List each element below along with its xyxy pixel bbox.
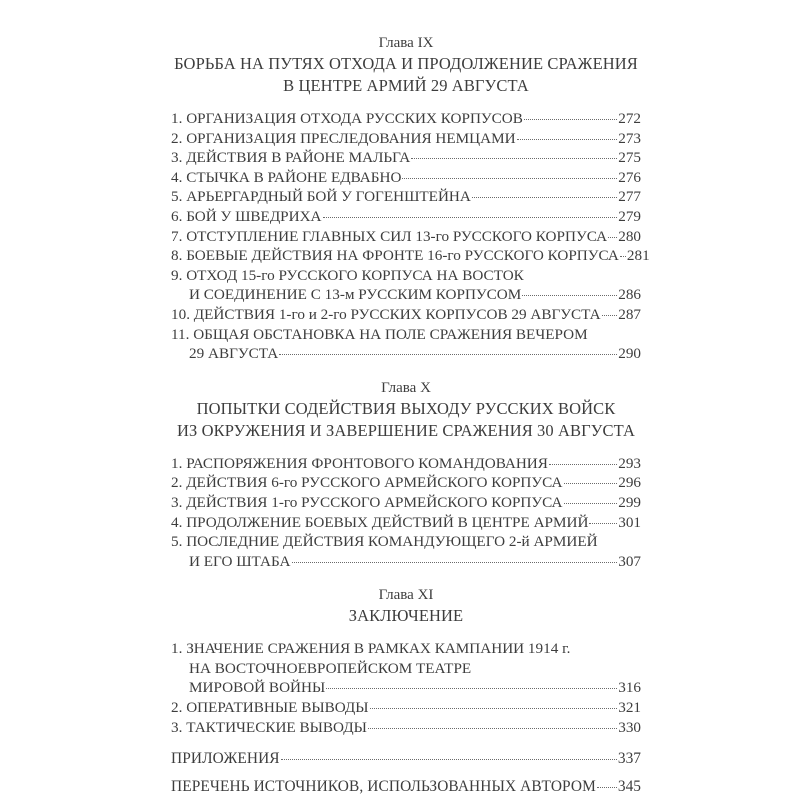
toc-entry-line-final [171, 168, 641, 188]
toc-entry-line-final [171, 698, 641, 718]
toc-entry-line-final [171, 552, 641, 572]
toc-entry[interactable] [171, 207, 641, 227]
entry-page-number: 316 [618, 679, 641, 697]
toc-entry-line-final [171, 305, 641, 325]
dot-leader [411, 158, 617, 159]
toc-entry-line [171, 639, 641, 659]
dot-leader [472, 197, 617, 198]
toc-entry-line [171, 266, 641, 286]
toc-entry-line-final [171, 454, 641, 474]
entry-page-number: 280 [618, 227, 641, 245]
chapter-title-line: БОРЬБА НА ПУТЯХ ОТХОДА И ПРОДОЛЖЕНИЕ СРАЖЕНИЯ [174, 54, 638, 73]
dot-leader [608, 237, 617, 238]
dot-leader [279, 354, 617, 355]
toc-entry[interactable] [171, 513, 641, 533]
chapter-entries [171, 109, 650, 364]
toc-entry-line-final [171, 473, 641, 493]
back-matter [171, 745, 641, 801]
entry-title: 7. ОТСТУПЛЕНИЕ ГЛАВНЫХ СИЛ 13-го РУССКОГО КОРПУСА [171, 227, 608, 245]
dot-leader [524, 119, 617, 120]
dot-leader [620, 256, 626, 257]
toc-entry-line-final [171, 207, 641, 227]
toc-entry[interactable] [171, 246, 650, 266]
entry-title: ПЕРЕЧЕНЬ ИСТОЧНИКОВ, ИСПОЛЬЗОВАННЫХ АВТОРОМ [171, 778, 596, 796]
dot-leader [602, 315, 618, 316]
entry-page-number: 286 [618, 286, 641, 304]
toc-entry[interactable] [171, 473, 641, 493]
entry-page-number: 301 [618, 513, 641, 531]
toc-entry[interactable] [171, 718, 641, 738]
chapter-title-line: В ЦЕНТРЕ АРМИЙ 29 АВГУСТА [283, 76, 529, 95]
entry-title: 8. БОЕВЫЕ ДЕЙСТВИЯ НА ФРОНТЕ 16-го РУССКОГО КОРПУСА [171, 247, 619, 265]
entry-title: 4. ПРОДОЛЖЕНИЕ БОЕВЫХ ДЕЙСТВИЙ В ЦЕНТРЕ АРМИЙ [171, 513, 589, 531]
entry-page-number: 299 [618, 493, 641, 511]
chapter-number: Глава X [381, 379, 431, 396]
dot-leader [589, 523, 617, 524]
dot-leader [564, 503, 618, 504]
entry-title: 29 АВГУСТА [189, 345, 279, 363]
toc-entry-line-final [171, 129, 641, 149]
toc-entry[interactable] [171, 305, 641, 325]
toc-entry[interactable] [171, 454, 641, 474]
entry-page-number: 293 [618, 454, 641, 472]
toc-entry-line [171, 659, 641, 679]
toc-entry[interactable] [171, 493, 641, 513]
dot-leader [326, 688, 617, 689]
entry-page-number: 277 [618, 188, 641, 206]
dot-leader [323, 217, 618, 218]
toc-entry[interactable] [171, 168, 641, 188]
dot-leader [402, 178, 617, 179]
entry-page-number: 345 [617, 778, 641, 796]
toc-entry[interactable] [171, 227, 641, 247]
chapter-9 [171, 33, 650, 364]
entry-title: НА ВОСТОЧНОЕВРОПЕЙСКОМ ТЕАТРЕ [189, 659, 472, 677]
entry-title: 1. ОРГАНИЗАЦИЯ ОТХОДА РУССКИХ КОРПУСОВ [171, 110, 523, 127]
entry-page-number: 275 [618, 149, 641, 167]
entry-title: 2. ОПЕРАТИВНЫЕ ВЫВОДЫ [171, 699, 369, 717]
entry-title: 1. РАСПОРЯЖЕНИЯ ФРОНТОВОГО КОМАНДОВАНИЯ [171, 454, 548, 472]
entry-title: 2. ОРГАНИЗАЦИЯ ПРЕСЛЕДОВАНИЯ НЕМЦАМИ [171, 129, 516, 147]
dot-leader [517, 139, 618, 140]
chapter-title-line: ЗАКЛЮЧЕНИЕ [348, 606, 464, 626]
toc-entry-line-final [171, 227, 641, 247]
toc-entry-line-final [171, 285, 641, 305]
toc-entry-line-final [171, 513, 641, 533]
chapter-title-line: ИЗ ОКРУЖЕНИЯ И ЗАВЕРШЕНИЕ СРАЖЕНИЯ 30 АВГУСТА [177, 420, 635, 440]
toc-entry-line-final [171, 493, 641, 513]
toc-entry-appendices[interactable] [171, 745, 641, 773]
entry-title: 10. ДЕЙСТВИЯ 1-го и 2-го РУССКИХ КОРПУСОВ 29 АВГУСТА [171, 305, 601, 323]
chapter-title-line: ПОПЫТКИ СОДЕЙСТВИЯ ВЫХОДУ РУССКИХ ВОЙСК [196, 398, 616, 418]
toc-entry[interactable] [171, 532, 641, 571]
dot-leader [368, 728, 617, 729]
entry-page-number: 321 [618, 699, 641, 717]
entry-page-number: 273 [618, 129, 641, 147]
entry-title: 11. ОБЩАЯ ОБСТАНОВКА НА ПОЛЕ СРАЖЕНИЯ ВЕЧЕРОМ [171, 325, 588, 343]
dot-leader [281, 759, 617, 760]
chapter-10 [171, 378, 641, 572]
entry-page-number: 290 [618, 345, 641, 363]
entry-title: И СОЕДИНЕНИЕ С 13-м РУССКИМ КОРПУСОМ [189, 286, 522, 304]
toc-entry-line-final [171, 109, 641, 129]
toc-entry[interactable] [171, 109, 641, 129]
toc-entry[interactable] [171, 148, 641, 168]
toc-entry[interactable] [171, 639, 641, 698]
entry-title: 6. БОЙ У ШВЕДРИХА [171, 207, 322, 225]
entry-title: 5. ПОСЛЕДНИЕ ДЕЙСТВИЯ КОМАНДУЮЩЕГО 2-й АРМИЕЙ [171, 533, 598, 551]
dot-leader [597, 787, 617, 788]
toc-entry-line-final [171, 344, 641, 364]
toc-entry-line [171, 325, 641, 345]
entry-page-number: 287 [618, 305, 641, 323]
toc-entry-line-final [171, 678, 641, 698]
toc-entry-sources[interactable] [171, 773, 641, 801]
toc-entry[interactable] [171, 325, 641, 364]
dot-leader [549, 464, 617, 465]
chapter-number: Глава IX [378, 35, 434, 51]
entry-page-number: 296 [618, 474, 641, 492]
chapter-entries [171, 639, 641, 737]
entry-title: 4. СТЫЧКА В РАЙОНЕ ЕДВАБНО [171, 168, 402, 186]
entry-title: МИРОВОЙ ВОЙНЫ [189, 679, 326, 697]
entry-title: 9. ОТХОД 15-го РУССКОГО КОРПУСА НА ВОСТОК [171, 266, 524, 284]
toc-entry-line-final [171, 246, 650, 266]
chapter-11 [171, 585, 641, 737]
entry-title: 2. ДЕЙСТВИЯ 6-го РУССКОГО АРМЕЙСКОГО КОРПУСА [171, 474, 563, 492]
entry-page-number: 337 [617, 750, 641, 768]
dot-leader [564, 483, 618, 484]
entry-title: 5. АРЬЕРГАРДНЫЙ БОЙ У ГОГЕНШТЕЙНА [171, 188, 471, 206]
chapter-entries [171, 454, 641, 572]
entry-title: ПРИЛОЖЕНИЯ [171, 750, 280, 768]
toc-entry-line-final [171, 187, 641, 207]
entry-page-number: 281 [626, 247, 650, 265]
toc-entry-line [171, 532, 641, 552]
table-of-contents [171, 33, 650, 801]
entry-page-number: 272 [618, 110, 641, 127]
toc-entry-line-final [171, 718, 641, 738]
dot-leader [522, 295, 617, 296]
entry-page-number: 279 [618, 207, 641, 225]
entry-page-number: 307 [618, 552, 641, 570]
entry-title: И ЕГО ШТАБА [189, 552, 291, 570]
entry-title: 3. ДЕЙСТВИЯ В РАЙОНЕ МАЛЬГА [171, 149, 411, 167]
toc-entry[interactable] [171, 698, 641, 718]
toc-entry[interactable] [171, 266, 641, 305]
entry-title: 3. ТАКТИЧЕСКИЕ ВЫВОДЫ [171, 718, 367, 736]
entry-title: 1. ЗНАЧЕНИЕ СРАЖЕНИЯ В РАМКАХ КАМПАНИИ 1914 г. [171, 640, 571, 658]
entry-page-number: 276 [618, 168, 641, 186]
chapter-number: Глава XI [378, 587, 434, 604]
entry-page-number: 330 [618, 718, 641, 736]
toc-entry-line-final [171, 148, 641, 168]
entry-title: 3. ДЕЙСТВИЯ 1-го РУССКОГО АРМЕЙСКОГО КОРПУСА [171, 493, 563, 511]
dot-leader [370, 708, 618, 709]
dot-leader [292, 562, 618, 563]
toc-entry[interactable] [171, 129, 641, 149]
toc-entry[interactable] [171, 187, 641, 207]
